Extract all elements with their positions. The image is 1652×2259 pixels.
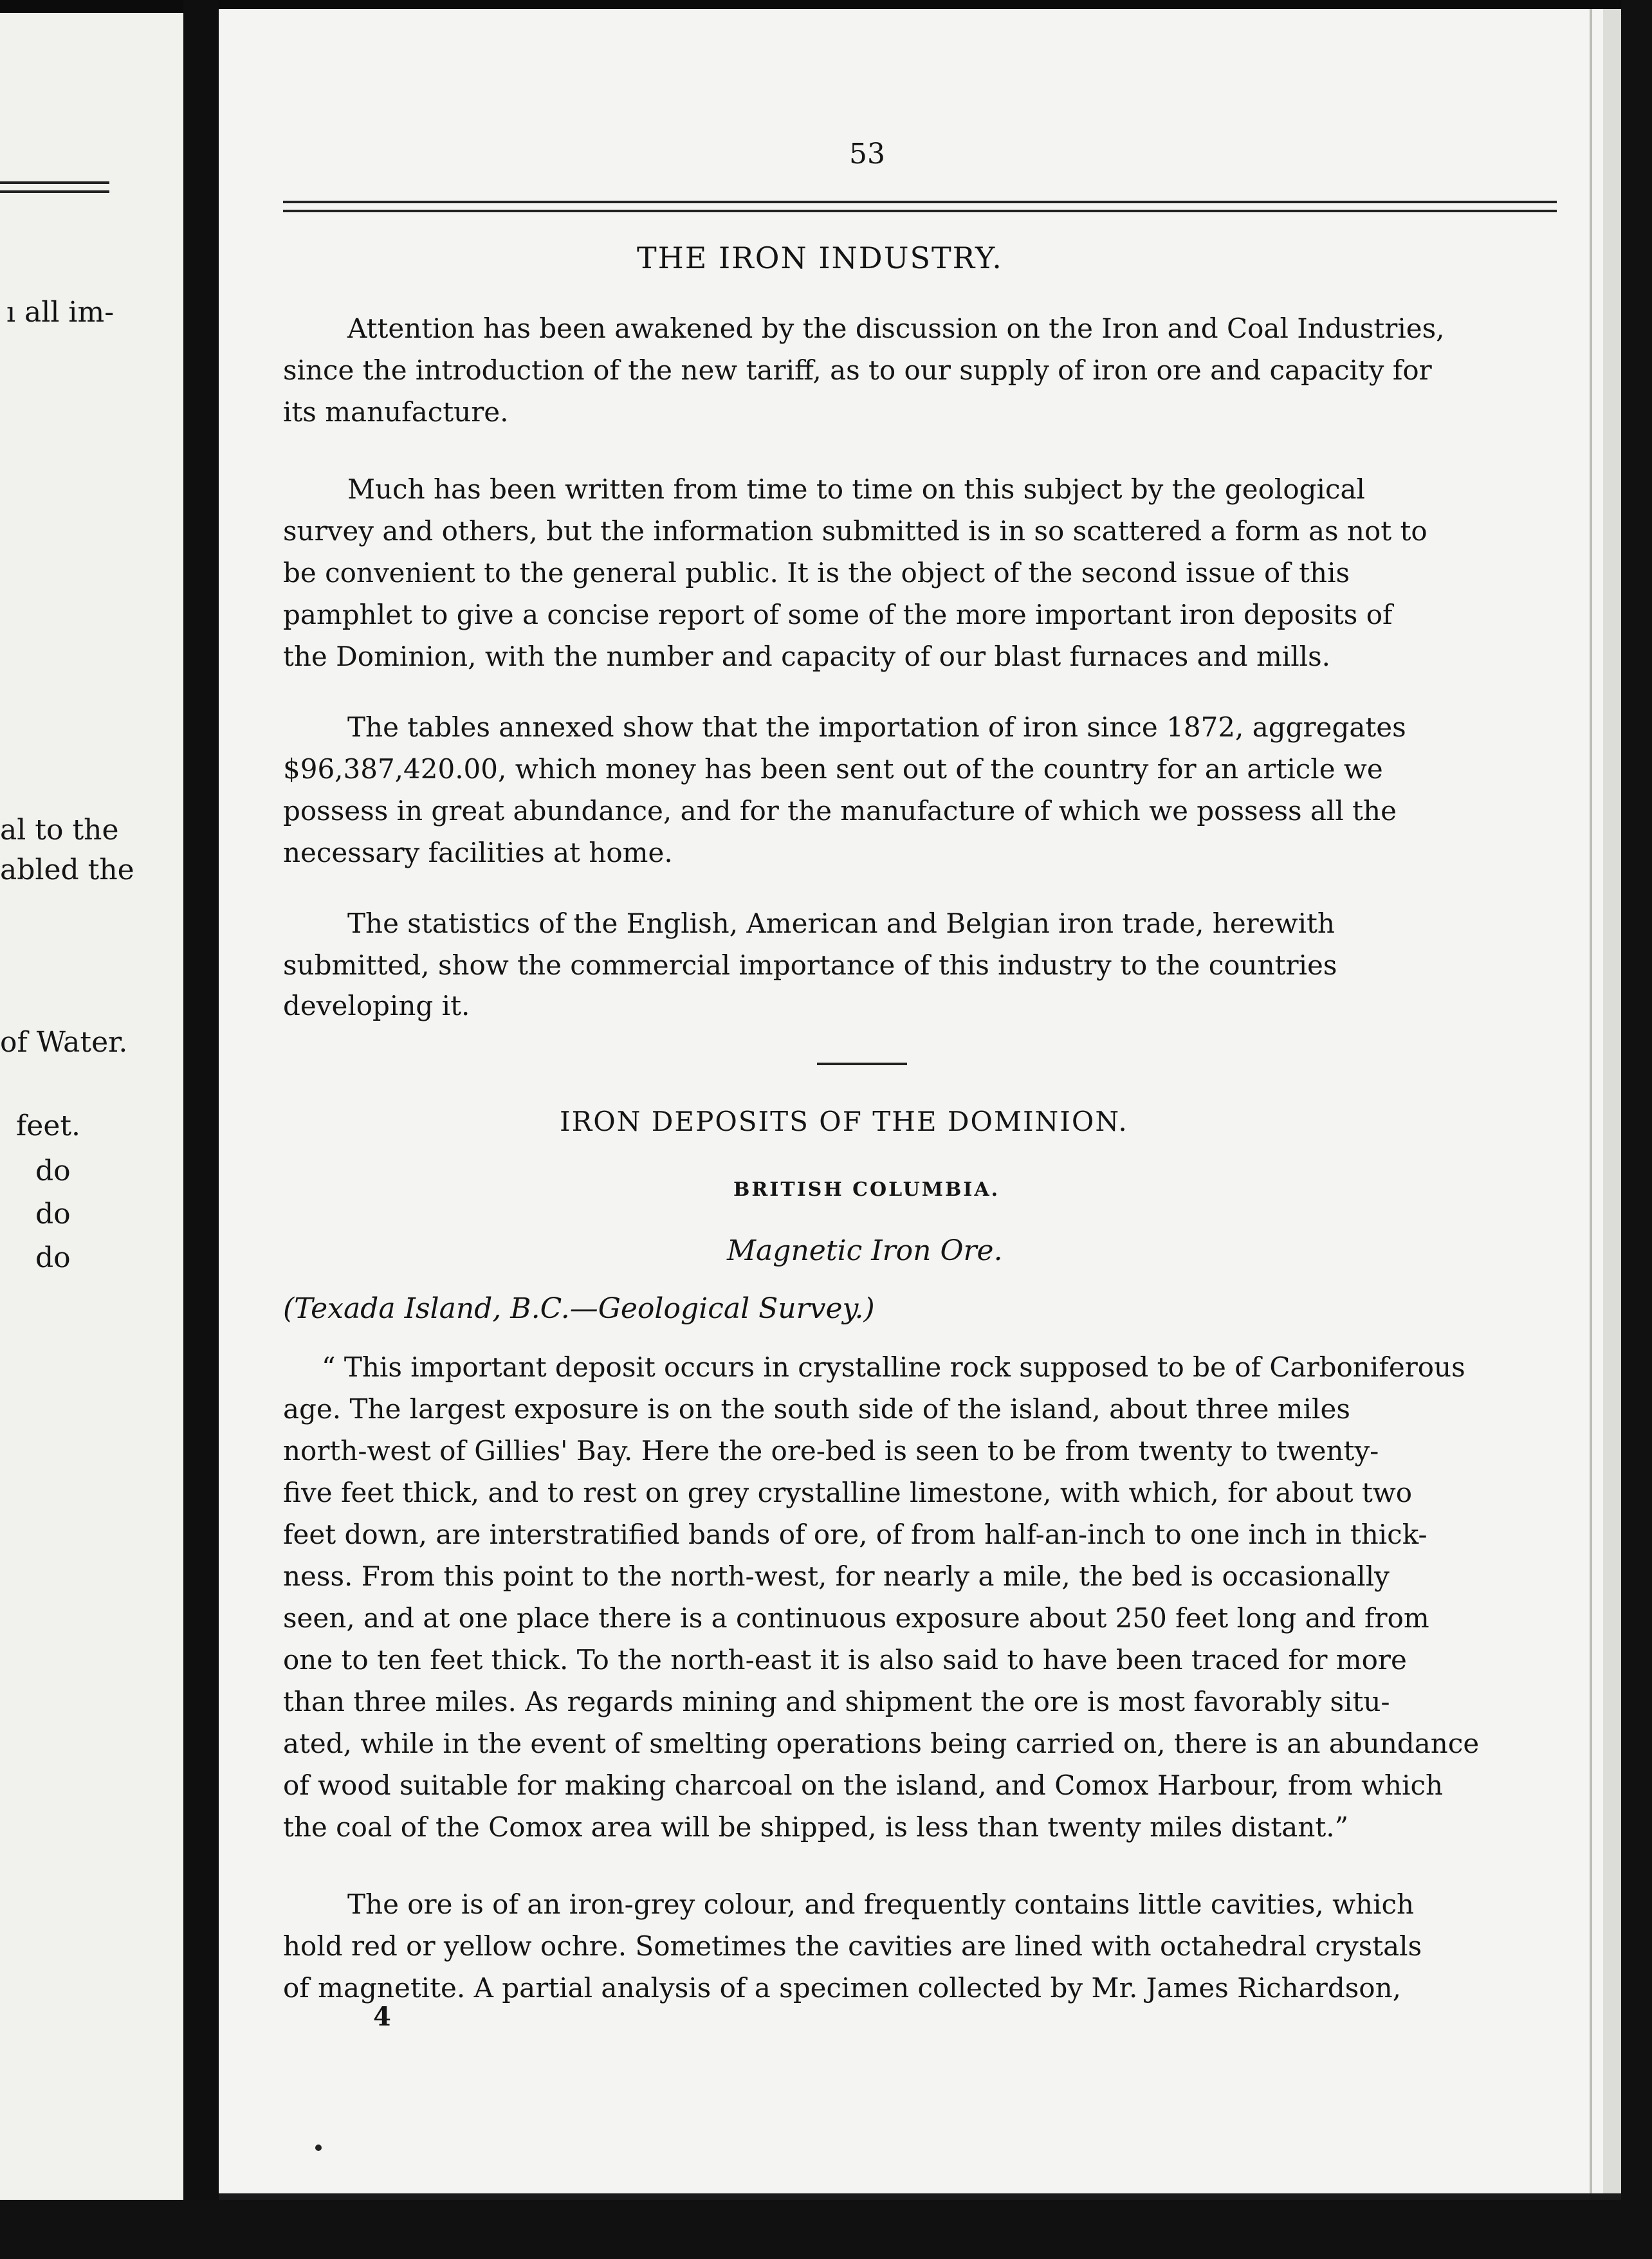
facing-page-fragment: do	[35, 1155, 71, 1187]
paragraph-line: The statistics of the English, American and Belgian iron trade, herewith	[347, 908, 1335, 939]
facing-page-rule	[0, 190, 109, 193]
page-number: 53	[849, 138, 885, 170]
section-title: THE IRON INDUSTRY.	[637, 241, 1003, 275]
facing-page-rule	[0, 181, 109, 184]
section-heading: IRON DEPOSITS OF THE DOMINION.	[560, 1106, 1128, 1137]
section-divider	[817, 1063, 907, 1065]
speck-mark	[315, 2145, 322, 2151]
paragraph-line: the Dominion, with the number and capacity of our blast furnaces and mills.	[283, 641, 1330, 672]
paragraph-line: Attention has been awakened by the discussion on the Iron and Coal Industries,	[347, 313, 1445, 344]
paragraph-line: possess in great abundance, and for the manufacture of which we possess all the	[283, 795, 1397, 827]
quote-line: the coal of the Comox area will be shipped, is less than twenty miles distant.”	[283, 1811, 1349, 1843]
paragraph-line: The tables annexed show that the importation of iron since 1872, aggregates	[347, 711, 1406, 743]
quote-line: one to ten feet thick. To the north-east it is also said to have been traced for more	[283, 1644, 1407, 1676]
facing-page-fragment: do	[35, 1241, 71, 1274]
paragraph-line: be convenient to the general public. It is the object of the second issue of this	[283, 557, 1350, 589]
quote-line: north-west of Gillies' Bay. Here the ore-bed is seen to be from twenty to twenty-	[283, 1435, 1379, 1467]
paragraph-line: since the introduction of the new tariff, as to our supply of iron ore and capacity for	[283, 354, 1432, 386]
quote-line: of wood suitable for making charcoal on the island, and Comox Harbour, from which	[283, 1770, 1444, 1801]
facing-page-fragment: ı all im-	[6, 296, 115, 329]
paragraph-line: The ore is of an iron-grey colour, and frequently contains little cavities, which	[347, 1889, 1415, 1920]
subheading: Magnetic Iron Ore.	[727, 1234, 1003, 1267]
facing-page-fragment: feet.	[16, 1110, 81, 1142]
paragraph-line: Much has been written from time to time on this subject by the geological	[347, 473, 1365, 505]
scan-border-bottom	[0, 2200, 1652, 2259]
quote-line: ated, while in the event of smelting operations being carried on, there is an abundance	[283, 1728, 1480, 1759]
facing-page	[0, 13, 183, 2200]
facing-page-fragment: do	[35, 1198, 71, 1230]
facing-page-fragment: of Water.	[0, 1026, 128, 1059]
paragraph-line: developing it.	[283, 990, 470, 1021]
source-citation: (Texada Island, B.C.—Geological Survey.)	[283, 1292, 875, 1325]
paragraph-line: $96,387,420.00, which money has been sent out of the country for an article we	[283, 753, 1383, 785]
quote-line: age. The largest exposure is on the south side of the island, about three miles	[283, 1393, 1350, 1425]
paragraph-line: hold red or yellow ochre. Sometimes the cavities are lined with octahedral crystals	[283, 1930, 1422, 1962]
quote-line: five feet thick, and to rest on grey crystalline limestone, with which, for about two	[283, 1477, 1413, 1508]
signature-mark: 4	[373, 2002, 391, 2032]
paragraph-line: its manufacture.	[283, 396, 509, 428]
scan-border-right	[1621, 0, 1652, 2259]
paragraph-line: survey and others, but the information submitted is in so scattered a form as not to	[283, 515, 1427, 547]
header-rule	[283, 201, 1557, 203]
quote-line: than three miles. As regards mining and shipment the ore is most favorably situ-	[283, 1686, 1390, 1717]
facing-page-fragment: al to the	[0, 814, 119, 846]
subsection-heading: BRITISH COLUMBIA.	[733, 1178, 1000, 1201]
paragraph-line: necessary facilities at home.	[283, 837, 673, 868]
quote-line: seen, and at one place there is a continuous exposure about 250 feet long and from	[283, 1602, 1429, 1634]
paragraph-line: submitted, show the commercial importance of this industry to the countries	[283, 949, 1337, 981]
quote-line: “ This important deposit occurs in crystalline rock supposed to be of Carboniferous	[322, 1351, 1465, 1383]
quote-line: ness. From this point to the north-west, for nearly a mile, the bed is occasionally	[283, 1560, 1390, 1592]
paragraph-line: of magnetite. A partial analysis of a specimen collected by Mr. James Richardson,	[283, 1972, 1401, 2004]
book-gutter	[183, 0, 219, 2213]
page-edge-line	[1590, 9, 1592, 2193]
page-edge	[1603, 9, 1621, 2193]
document-page	[219, 9, 1621, 2193]
paragraph-line: pamphlet to give a concise report of some of the more important iron deposits of	[283, 599, 1393, 630]
quote-line: feet down, are interstratified bands of ore, of from half-an-inch to one inch in thick-	[283, 1519, 1427, 1550]
facing-page-fragment: abled the	[0, 854, 134, 886]
header-rule	[283, 210, 1557, 212]
